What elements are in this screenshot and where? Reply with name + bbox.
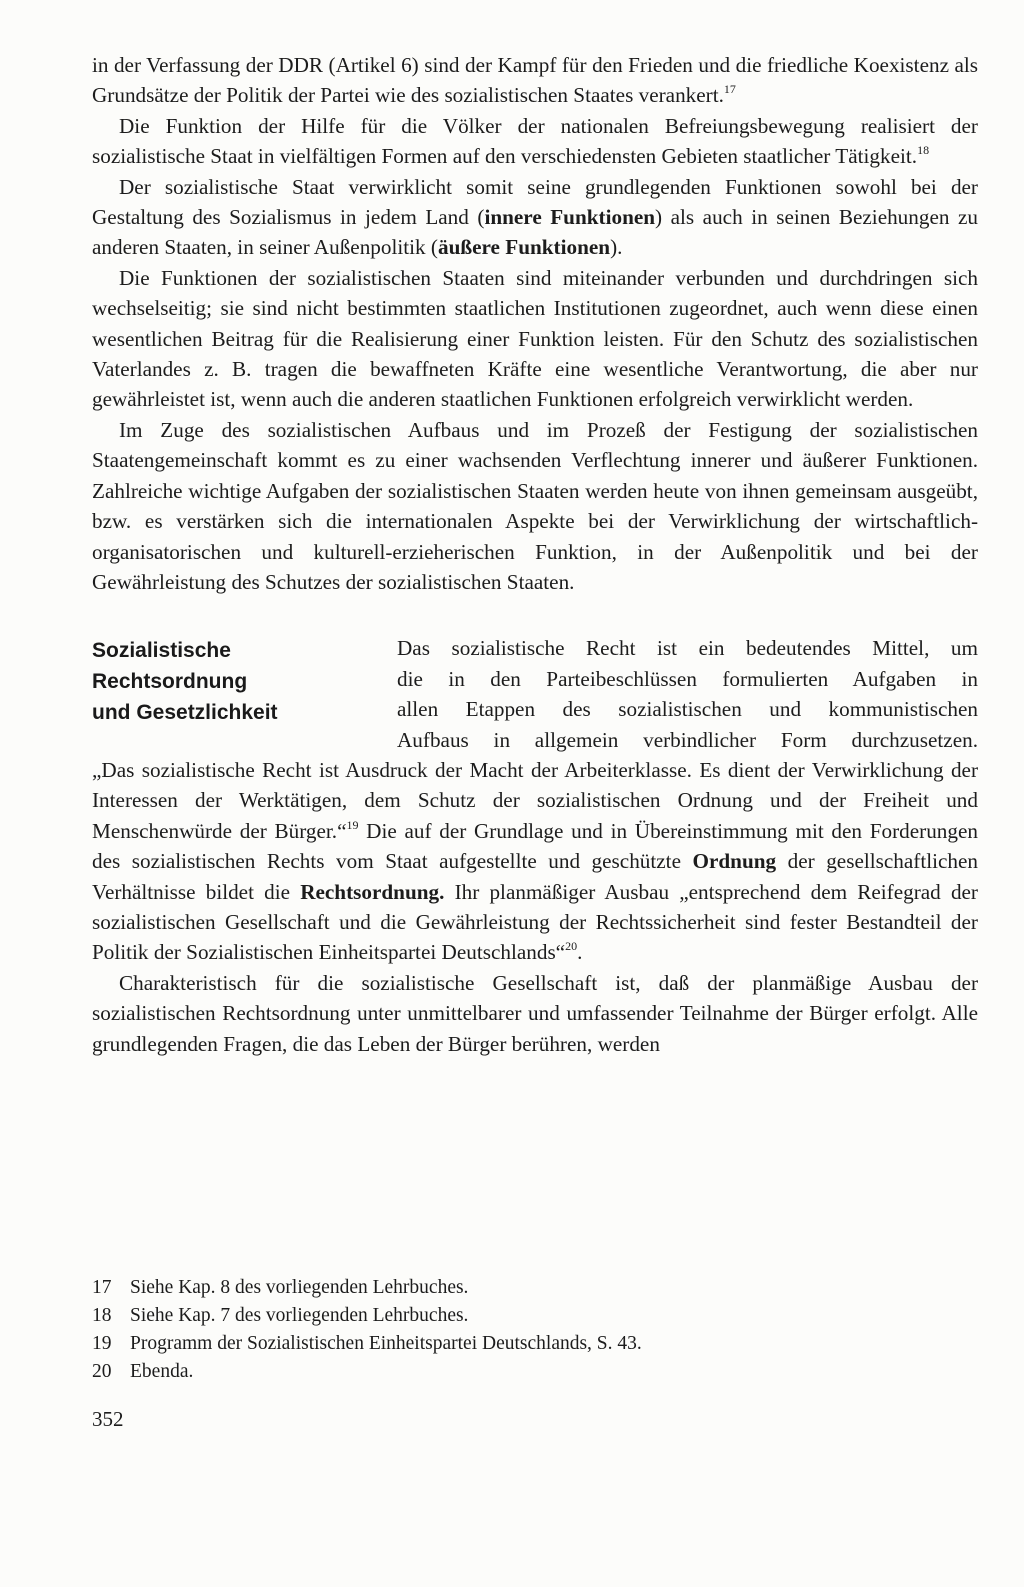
footnote-text: Programm der Sozialistischen Einheitspartei Deutschlands, S. 43. xyxy=(130,1333,642,1354)
text-run: „Das sozialistische Recht ist Ausdruck der Macht der Arbeiterklasse. Es dient der Verwirklichung der Interessen der Werktätigen, dem Schutz der sozialistischen Ordnung und der Freiheit und Menschenwürde der Bürger.“ xyxy=(92,757,978,843)
paragraph-p8 xyxy=(92,968,978,1059)
text-run: Im Zuge des sozialistischen Aufbaus und im Prozeß der Festigung der sozialistischen Staatengemeinschaft kommt es zu einer wachsenden Verflechtung innerer und äußerer Funktionen. Zahlreiche wichtige Aufgaben der sozialistischen Staaten werden heute von ihnen gemeinsam ausgeübt, bzw. es verstärken sich die internationalen Aspekte bei der Verwirklichung der wirtschaftlich-organisatorischen und kulturell-erzieherischen Funktion, in der Außenpolitik und bei der Gewährleistung des Schutzes der sozialistischen Staaten. xyxy=(92,417,978,594)
text-run: Charakteristisch für die sozialistische Gesellschaft ist, daß der planmäßige Ausbau der sozialistischen Rechtsordnung unter unmittelbarer und umfassender Teilnahme der Bürger erfolgt. Alle grundlegenden Fragen, die das Leben der Bürger berühren, werden xyxy=(92,970,978,1056)
footnote xyxy=(92,1302,978,1330)
paragraphs-before-section xyxy=(92,50,978,597)
page-number: 352 xyxy=(92,1407,124,1431)
text-run: Die Funktionen der sozialistischen Staaten sind miteinander verbunden und durchdringen sich wechselseitig; sie sind nicht bestimmten staatlichen Institutionen zugeordnet, auch wenn diese einen wesentlichen Beitrag für die Realisierung einer Funktion leisten. Für den Schutz des sozialistischen Vaterlandes z. B. tragen die bewaffneten Kräfte eine wesentliche Verantwortung, die aber nur gewährleistet ist, wenn auch die anderen staatlichen Funktionen erfolgreich verwirklicht werden. xyxy=(92,265,978,412)
bold-term: äußere Funktionen xyxy=(437,235,611,260)
body-text xyxy=(92,50,978,1059)
text-run: Die Funktion der Hilfe für die Völker der nationalen Befreiungsbewegung realisiert der sozialistische Staat in vielfältigen Formen auf den verschiedensten Gebieten staatlicher Tätigkeit. xyxy=(92,113,978,169)
footnote-ref: 17 xyxy=(723,82,736,97)
section-lead-line: die in den Parteibeschlüssen formulierten Aufgaben in xyxy=(397,666,978,691)
section-heading xyxy=(92,635,332,728)
bold-term: Rechtsordnung. xyxy=(300,879,445,904)
footnote-ref: 20 xyxy=(565,939,578,954)
paragraph-p4 xyxy=(92,263,978,415)
footnote-ref: 19 xyxy=(346,817,359,832)
text-run: Ihr planmäßiger Ausbau „entsprechend dem Reifegrad der sozialistischen Gesellschaft und die Gewährleistung der Rechtssicherheit sind fester Bestandteil der Politik der Sozialistischen Einheitspartei Deutschlands“ xyxy=(92,879,978,965)
section-heading-line: und Gesetzlichkeit xyxy=(92,701,278,725)
paragraph-p7 xyxy=(92,755,978,968)
footnote xyxy=(92,1358,978,1386)
text-run: Die auf der Grundlage und in Übereinstimmung mit den Forderungen des sozialistischen Rechts vom Staat aufgestellte und geschützte xyxy=(92,818,978,874)
bold-term: Ordnung xyxy=(692,849,777,874)
bold-term: innere Funktionen xyxy=(484,205,656,230)
paragraphs-after-section xyxy=(92,755,978,1059)
footnote-text: Siehe Kap. 8 des vorliegenden Lehrbuches. xyxy=(130,1277,469,1298)
footnote-number: 20 xyxy=(92,1361,112,1382)
footnote-number: 18 xyxy=(92,1305,112,1326)
footnote-number: 17 xyxy=(92,1277,112,1298)
paragraph-p5 xyxy=(92,415,978,597)
text-run: . xyxy=(577,940,583,965)
text-run: Der sozialistische Staat verwirklicht somit seine grundlegenden Funktionen sowohl bei der Gestaltung des Sozialismus in jedem Land ( xyxy=(92,174,978,230)
section-lead-text xyxy=(397,633,978,755)
paragraph-p3 xyxy=(92,172,978,263)
section-lead-line: Aufbaus in allgemein verbindlicher Form durchzusetzen. xyxy=(397,727,978,752)
section-lead-line: allen Etappen des sozialistischen und kommunistischen xyxy=(397,697,978,722)
section-lead-line: Das sozialistische Recht ist ein bedeutendes Mittel, um xyxy=(397,636,978,661)
footnote xyxy=(92,1330,978,1358)
text-run: der gesellschaftlichen Verhältnisse bildet die xyxy=(92,849,978,904)
paragraph-p1 xyxy=(92,50,978,111)
footnote-text: Siehe Kap. 7 des vorliegenden Lehrbuches. xyxy=(130,1305,469,1326)
text-run: ). xyxy=(610,235,623,260)
footnote xyxy=(92,1274,978,1302)
footnote-text: Ebenda. xyxy=(130,1361,194,1382)
footnotes xyxy=(92,1274,978,1386)
footnote-number: 19 xyxy=(92,1333,112,1354)
footnote-ref: 18 xyxy=(917,143,930,158)
section-rechtsordnung xyxy=(92,633,978,755)
section-heading-line: Rechtsordnung xyxy=(92,670,248,694)
text-run: in der Verfassung der DDR (Artikel 6) sind der Kampf für den Frieden und die friedliche Koexistenz als Grundsätze der Politik der Partei wie des sozialistischen Staates verankert. xyxy=(92,53,978,108)
section-heading-line: Sozialistische xyxy=(92,639,231,663)
paragraph-p2 xyxy=(92,111,978,172)
text-run: ) als auch in seinen Beziehungen zu anderen Staaten, in seiner Außenpolitik ( xyxy=(92,205,978,260)
